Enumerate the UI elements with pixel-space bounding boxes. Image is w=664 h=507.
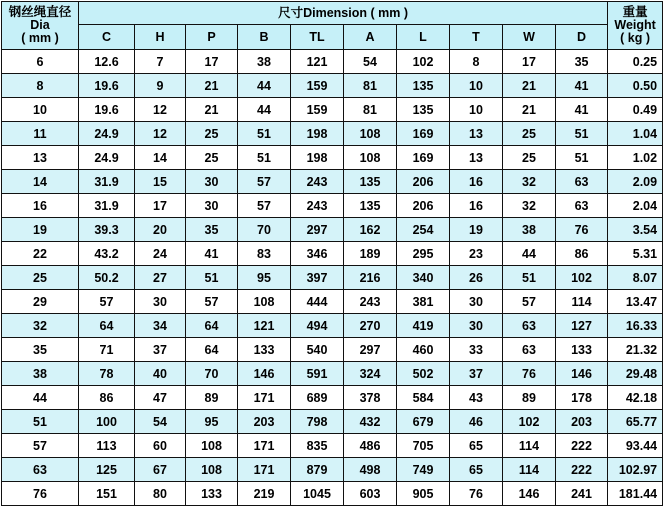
weight-cn-label: 重量 [622,5,648,19]
col-header-b: B [238,25,291,50]
cell-b: 51 [238,146,291,170]
cell-a: 108 [344,122,397,146]
cell-c: 31.9 [79,194,135,218]
table-row [2,434,663,458]
cell-a: 270 [344,314,397,338]
cell-w: 25 [503,146,556,170]
cell-b: 171 [238,458,291,482]
cell-tl: 121 [291,50,344,74]
cell-c: 19.6 [79,74,135,98]
cell-p: 133 [186,482,238,506]
cell-a: 135 [344,194,397,218]
table-row [2,338,663,362]
cell-l: 169 [397,122,450,146]
cell-h: 15 [135,170,186,194]
table-row [2,314,663,338]
cell-t: 10 [450,98,503,122]
cell-c: 43.2 [79,242,135,266]
cell-l: 679 [397,410,450,434]
table-row [2,458,663,482]
cell-h: 24 [135,242,186,266]
cell-c: 100 [79,410,135,434]
cell-dia: 35 [2,338,79,362]
cell-a: 162 [344,218,397,242]
cell-t: 46 [450,410,503,434]
cell-a: 498 [344,458,397,482]
cell-w: 32 [503,194,556,218]
cell-p: 30 [186,170,238,194]
cell-l: 749 [397,458,450,482]
col-header-t: T [450,25,503,50]
col-header-p: P [186,25,238,50]
col-header-c: C [79,25,135,50]
cell-dia: 29 [2,290,79,314]
cell-h: 12 [135,98,186,122]
cell-d: 41 [556,98,608,122]
cell-t: 13 [450,122,503,146]
cell-h: 17 [135,194,186,218]
cell-d: 51 [556,122,608,146]
cell-p: 108 [186,434,238,458]
cell-dia: 16 [2,194,79,218]
table-row [2,290,663,314]
weight-unit-label: ( kg ) [620,31,651,45]
cell-b: 57 [238,194,291,218]
cell-w: 76 [503,362,556,386]
cell-dia: 11 [2,122,79,146]
cell-t: 33 [450,338,503,362]
cell-d: 146 [556,362,608,386]
cell-h: 7 [135,50,186,74]
table-row [2,98,663,122]
cell-tl: 494 [291,314,344,338]
cell-a: 243 [344,290,397,314]
cell-a: 216 [344,266,397,290]
cell-b: 44 [238,98,291,122]
cell-c: 24.9 [79,146,135,170]
cell-w: 102 [503,410,556,434]
cell-h: 14 [135,146,186,170]
cell-b: 146 [238,362,291,386]
cell-d: 133 [556,338,608,362]
cell-l: 905 [397,482,450,506]
cell-c: 50.2 [79,266,135,290]
cell-b: 171 [238,386,291,410]
cell-c: 57 [79,290,135,314]
cell-h: 54 [135,410,186,434]
cell-a: 378 [344,386,397,410]
cell-p: 70 [186,362,238,386]
cell-w: 21 [503,74,556,98]
cell-b: 171 [238,434,291,458]
cell-d: 178 [556,386,608,410]
cell-b: 70 [238,218,291,242]
cell-d: 203 [556,410,608,434]
table-row [2,242,663,266]
table-row [2,50,663,74]
cell-t: 30 [450,314,503,338]
col-header-tl: TL [291,25,344,50]
cell-tl: 444 [291,290,344,314]
cell-b: 203 [238,410,291,434]
cell-l: 502 [397,362,450,386]
cell-c: 12.6 [79,50,135,74]
cell-p: 57 [186,290,238,314]
cell-w: 38 [503,218,556,242]
cell-l: 705 [397,434,450,458]
cell-w: 32 [503,170,556,194]
cell-tl: 540 [291,338,344,362]
cell-p: 108 [186,458,238,482]
cell-dia: 19 [2,218,79,242]
cell-tl: 198 [291,146,344,170]
cell-tl: 198 [291,122,344,146]
cell-c: 31.9 [79,170,135,194]
cell-w: 63 [503,314,556,338]
cell-h: 20 [135,218,186,242]
cell-weight: 2.04 [608,194,663,218]
cell-c: 151 [79,482,135,506]
cell-h: 37 [135,338,186,362]
cell-weight: 0.50 [608,74,663,98]
cell-tl: 798 [291,410,344,434]
cell-c: 64 [79,314,135,338]
cell-tl: 159 [291,74,344,98]
cell-c: 71 [79,338,135,362]
cell-weight: 1.02 [608,146,663,170]
cell-d: 114 [556,290,608,314]
cell-t: 19 [450,218,503,242]
cell-h: 80 [135,482,186,506]
cell-d: 127 [556,314,608,338]
cell-w: 51 [503,266,556,290]
cell-t: 37 [450,362,503,386]
cell-p: 25 [186,146,238,170]
table-row [2,218,663,242]
cell-weight: 0.25 [608,50,663,74]
table-row [2,74,663,98]
cell-tl: 879 [291,458,344,482]
cell-dia: 25 [2,266,79,290]
table-row [2,266,663,290]
cell-a: 189 [344,242,397,266]
header-row-group [2,2,663,25]
cell-h: 60 [135,434,186,458]
dia-cn-label: 钢丝绳直径 [8,5,72,19]
cell-d: 63 [556,170,608,194]
cell-t: 13 [450,146,503,170]
cell-l: 381 [397,290,450,314]
cell-b: 108 [238,290,291,314]
table-row [2,482,663,506]
cell-c: 19.6 [79,98,135,122]
cell-t: 65 [450,434,503,458]
cell-c: 125 [79,458,135,482]
cell-l: 340 [397,266,450,290]
cell-p: 89 [186,386,238,410]
cell-tl: 397 [291,266,344,290]
cell-t: 30 [450,290,503,314]
cell-dia: 76 [2,482,79,506]
col-header-h: H [135,25,186,50]
col-header-a: A [344,25,397,50]
cell-w: 21 [503,98,556,122]
cell-l: 419 [397,314,450,338]
spec-table [1,1,663,506]
cell-weight: 181.44 [608,482,663,506]
cell-p: 41 [186,242,238,266]
cell-t: 26 [450,266,503,290]
cell-tl: 243 [291,194,344,218]
cell-weight: 2.09 [608,170,663,194]
col-header-w: W [503,25,556,50]
cell-b: 38 [238,50,291,74]
cell-weight: 21.32 [608,338,663,362]
cell-weight: 42.18 [608,386,663,410]
cell-a: 486 [344,434,397,458]
cell-d: 222 [556,434,608,458]
cell-a: 135 [344,170,397,194]
cell-weight: 102.97 [608,458,663,482]
cell-h: 27 [135,266,186,290]
cell-p: 25 [186,122,238,146]
cell-b: 83 [238,242,291,266]
table-header [2,2,663,50]
cell-l: 206 [397,170,450,194]
cell-weight: 16.33 [608,314,663,338]
cell-c: 39.3 [79,218,135,242]
cell-t: 43 [450,386,503,410]
cell-b: 57 [238,170,291,194]
cell-w: 57 [503,290,556,314]
cell-dia: 10 [2,98,79,122]
cell-p: 30 [186,194,238,218]
cell-t: 16 [450,194,503,218]
cell-d: 35 [556,50,608,74]
cell-d: 222 [556,458,608,482]
cell-w: 44 [503,242,556,266]
cell-weight: 93.44 [608,434,663,458]
cell-dia: 6 [2,50,79,74]
cell-weight: 1.04 [608,122,663,146]
cell-b: 121 [238,314,291,338]
cell-p: 21 [186,98,238,122]
cell-p: 51 [186,266,238,290]
table-row [2,410,663,434]
cell-dia: 14 [2,170,79,194]
cell-w: 25 [503,122,556,146]
table-row [2,386,663,410]
cell-w: 114 [503,434,556,458]
cell-weight: 0.49 [608,98,663,122]
cell-h: 12 [135,122,186,146]
cell-w: 114 [503,458,556,482]
cell-b: 95 [238,266,291,290]
cell-h: 67 [135,458,186,482]
cell-weight: 5.31 [608,242,663,266]
cell-l: 460 [397,338,450,362]
cell-l: 169 [397,146,450,170]
cell-t: 76 [450,482,503,506]
dia-unit-label: ( mm ) [21,31,59,45]
cell-a: 297 [344,338,397,362]
cell-w: 89 [503,386,556,410]
dia-header [2,2,79,50]
cell-tl: 591 [291,362,344,386]
cell-d: 41 [556,74,608,98]
cell-t: 16 [450,170,503,194]
cell-tl: 346 [291,242,344,266]
cell-p: 64 [186,314,238,338]
cell-a: 432 [344,410,397,434]
table-body [2,50,663,506]
cell-c: 86 [79,386,135,410]
cell-d: 63 [556,194,608,218]
cell-dia: 22 [2,242,79,266]
cell-d: 51 [556,146,608,170]
dimension-header: 尺寸Dimension ( mm ) [79,2,608,25]
cell-dia: 8 [2,74,79,98]
cell-weight: 29.48 [608,362,663,386]
col-header-l: L [397,25,450,50]
cell-tl: 1045 [291,482,344,506]
cell-a: 81 [344,74,397,98]
cell-w: 63 [503,338,556,362]
table-row [2,170,663,194]
cell-p: 17 [186,50,238,74]
cell-weight: 13.47 [608,290,663,314]
cell-l: 102 [397,50,450,74]
table-row [2,362,663,386]
cell-tl: 243 [291,170,344,194]
cell-l: 254 [397,218,450,242]
cell-a: 108 [344,146,397,170]
cell-dia: 57 [2,434,79,458]
cell-tl: 159 [291,98,344,122]
cell-weight: 8.07 [608,266,663,290]
cell-l: 584 [397,386,450,410]
cell-h: 34 [135,314,186,338]
table-row [2,122,663,146]
cell-tl: 297 [291,218,344,242]
cell-h: 47 [135,386,186,410]
cell-a: 54 [344,50,397,74]
cell-a: 81 [344,98,397,122]
cell-p: 35 [186,218,238,242]
cell-b: 51 [238,122,291,146]
cell-a: 324 [344,362,397,386]
cell-d: 241 [556,482,608,506]
weight-header [608,2,663,50]
cell-b: 133 [238,338,291,362]
cell-a: 603 [344,482,397,506]
cell-d: 86 [556,242,608,266]
cell-l: 206 [397,194,450,218]
cell-t: 65 [450,458,503,482]
col-header-d: D [556,25,608,50]
cell-b: 44 [238,74,291,98]
header-row-columns [2,25,663,50]
dia-en-label: Dia [30,18,50,32]
cell-dia: 38 [2,362,79,386]
cell-dia: 44 [2,386,79,410]
cell-dia: 13 [2,146,79,170]
cell-l: 135 [397,98,450,122]
cell-weight: 3.54 [608,218,663,242]
cell-dia: 32 [2,314,79,338]
table-row [2,194,663,218]
cell-dia: 51 [2,410,79,434]
cell-c: 78 [79,362,135,386]
cell-t: 10 [450,74,503,98]
cell-d: 102 [556,266,608,290]
table-row [2,146,663,170]
cell-b: 219 [238,482,291,506]
cell-h: 9 [135,74,186,98]
cell-t: 8 [450,50,503,74]
cell-p: 21 [186,74,238,98]
cell-tl: 835 [291,434,344,458]
cell-d: 76 [556,218,608,242]
cell-tl: 689 [291,386,344,410]
cell-t: 23 [450,242,503,266]
weight-en-label: Weight [614,18,656,32]
cell-w: 17 [503,50,556,74]
cell-h: 30 [135,290,186,314]
cell-c: 113 [79,434,135,458]
cell-h: 40 [135,362,186,386]
cell-dia: 63 [2,458,79,482]
cell-p: 95 [186,410,238,434]
cell-p: 64 [186,338,238,362]
cell-w: 146 [503,482,556,506]
cell-l: 295 [397,242,450,266]
cell-weight: 65.77 [608,410,663,434]
cell-l: 135 [397,74,450,98]
cell-c: 24.9 [79,122,135,146]
